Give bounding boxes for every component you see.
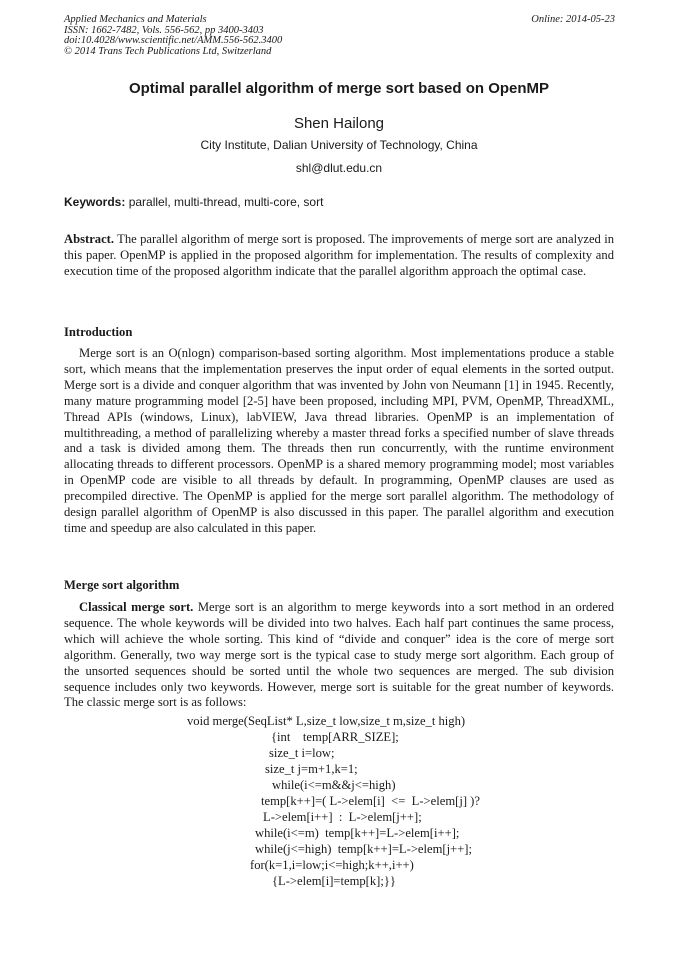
merge-sort-text: Merge sort is an algorithm to merge keywords into a sort method in an ordered sequence. The whole keywords will be divided into two halves. Each half part continues the same process, which will achieve the whole sorting. This kind of “divide and conquer” idea is the core of merge sort algorithm. Generally, two way merge sort is the typical case to study merge sort algorithm. Each group of the unsorted sequences should be sorted until the whole two sequences are merged. The sub division sequence includes only two keywords. However, merge sort is suitable for the great number of keywords. The classic merge sort is as follows: bbox=[64, 600, 615, 710]
journal-issn: ISSN: 1662-7482, Vols. 556-562, pp 3400-3403 bbox=[64, 24, 264, 36]
section-heading-introduction: Introduction bbox=[64, 325, 133, 339]
code-line: void merge(SeqList* L,size_t low,size_t m,size_t high) bbox=[187, 714, 466, 728]
introduction-paragraph: Merge sort is an O(nlogn) comparison-based sorting algorithm. Most implementations produce a stable sort, which means that the implementation preserves the input order of equal elements in the sorted output. Merge sort is a divide and conquer algorithm that was invented by John von Neumann [1] in 1945. Recently, many mature programming model [2-5] have been proposed, including MPI, PVM, OpenMP, ThreadXML, Thread APIs (windows, Linux), labVIEW, Java thread libraries. OpenMP is an implementation of multithreading, a method of parallelizing whereby a master thread forks a specified number of slave threads and a task is divided among them. The threads then run concurrently, with the runtime environment allocating threads to different processors. OpenMP is a shared memory programming model; most variables in OpenMP code are visible to all threads by default. In programming, OpenMP clauses are used as precompiled directive. The OpenMP is applied for the merge sort parallel algorithm. The methodology of design parallel algorithm of OpenMP is also discussed in this paper. The parallel algorithm and execution time and speedup are also calculated in this paper. bbox=[64, 346, 614, 535]
code-line: L->elem[i++] : L->elem[j++]; bbox=[263, 810, 422, 824]
journal-name: Applied Mechanics and Materials bbox=[64, 14, 207, 25]
code-line: size_t j=m+1,k=1; bbox=[265, 762, 358, 776]
online-date: Online: 2014-05-23 bbox=[531, 14, 615, 25]
code-line: for(k=1,i=low;i<=high;k++,i++) bbox=[250, 858, 414, 872]
code-line: while(i<=m) temp[k++]=L->elem[i++]; bbox=[255, 826, 460, 840]
code-line: size_t i=low; bbox=[269, 746, 335, 760]
keywords-text: parallel, multi-thread, multi-core, sort bbox=[125, 195, 324, 209]
code-line: while(i<=m&&j<=high) bbox=[272, 778, 396, 792]
code-line: while(j<=high) temp[k++]=L->elem[j++]; bbox=[255, 842, 472, 856]
paper-author: Shen Hailong bbox=[293, 115, 385, 132]
paper-title: Optimal parallel algorithm of merge sort based on OpenMP bbox=[128, 80, 550, 97]
keywords bbox=[64, 195, 616, 210]
author-affiliation: City Institute, Dalian University of Technology, China bbox=[200, 138, 478, 152]
journal-copyright: © 2014 Trans Tech Publications Ltd, Switzerland bbox=[64, 45, 272, 57]
code-line: temp[k++]=( L->elem[i] <= L->elem[j] )? bbox=[261, 794, 480, 808]
subsection-heading-classical: Classical merge sort. bbox=[79, 600, 194, 614]
abstract-text: The parallel algorithm of merge sort is proposed. The improvements of merge sort are analyzed in this paper. OpenMP is applied in the proposed algorithm for implementation. The results of complexity and execution time of the proposed algorithm indicate that the parallel algorithm approach the optimal case. bbox=[64, 232, 614, 278]
code-line: {L->elem[i]=temp[k];}} bbox=[272, 874, 396, 888]
merge-sort-paragraph bbox=[64, 600, 614, 711]
section-heading-merge-sort: Merge sort algorithm bbox=[64, 578, 180, 592]
abstract-label: Abstract. bbox=[64, 232, 115, 246]
journal-doi: doi:10.4028/www.scientific.net/AMM.556-562.3400 bbox=[64, 35, 283, 46]
abstract bbox=[64, 232, 614, 280]
keywords-label: Keywords: bbox=[64, 195, 126, 209]
code-line: {int temp[ARR_SIZE]; bbox=[271, 730, 399, 744]
author-email: shl@dlut.edu.cn bbox=[295, 161, 383, 175]
